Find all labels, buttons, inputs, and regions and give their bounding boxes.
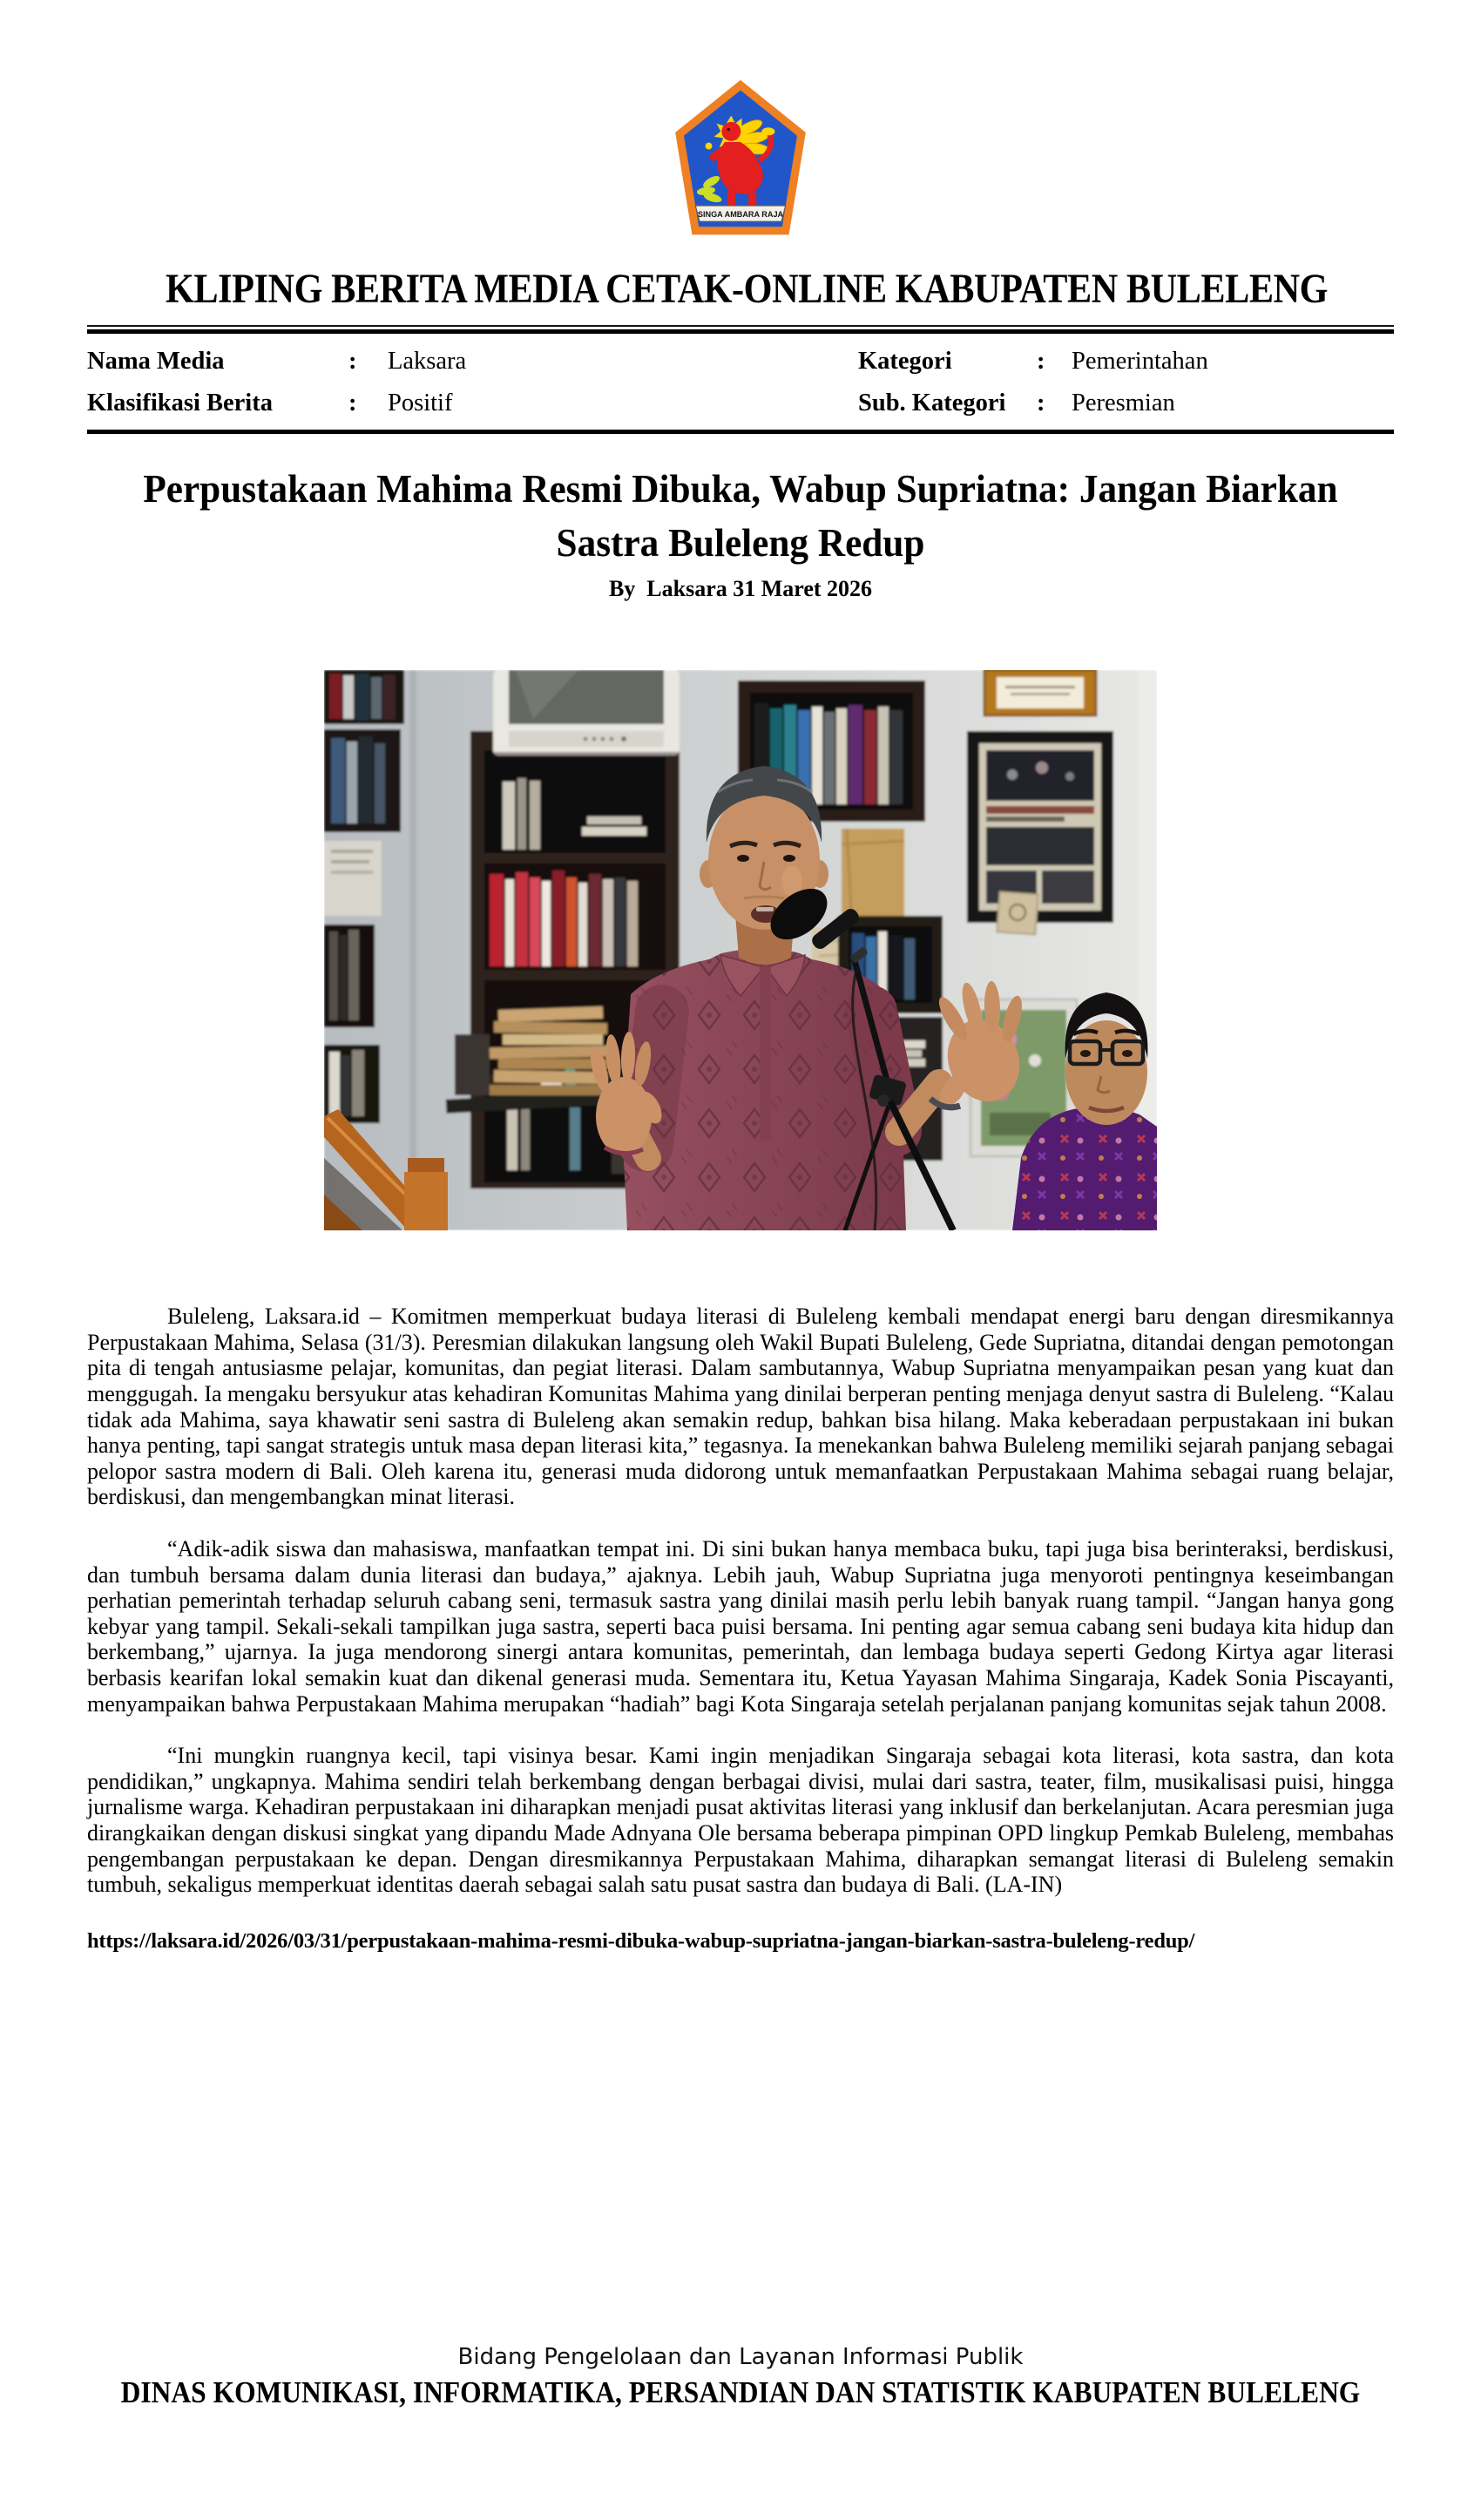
- meta-rule-bottom: [87, 430, 1394, 434]
- page-title: KLIPING BERITA MEDIA CETAK-ONLINE KABUPATEN BULELENG: [166, 266, 1329, 312]
- article-paragraph: “Adik-adik siswa dan mahasiswa, manfaatkan tempat ini. Di sini bukan hanya membaca buku, tapi juga bisa berinteraksi, berdiskusi, dan tumbuh bersama dalam dunia literasi dan budaya,” ajaknya. Lebih jauh, Wabup Supriatna juga menyoroti pentingnya keseimbangan perhatian pemerintah terhadap seluruh cabang seni, termasuk sastra yang dinilai masih perlu lebih banyak ruang tampil. “Jangan hanya gong kebyar yang tampil. Sekali-sekali tampilkan juga sastra, seperti baca puisi bersama. Ini penting agar semua cabang seni budaya kita hidup dan berkembang,” ujarnya. Ia juga mendorong sinergi antara komunitas, pemerintah, dan lembaga budaya seperti Gedong Kirtya agar literasi berbasis kearifan lokal semakin kuat dan dikenal generasi muda. Sementara itu, Ketua Yayasan Mahima Singaraja, Kadek Sonia Piscayanti, menyampaikan bahwa Perpustakaan Mahima merupakan “hadiah” bagi Kota Singaraja setelah perjalanan panjang komunitas sejak tahun 2008.: [87, 1536, 1394, 1717]
- media-meta-table: [87, 334, 1394, 430]
- header-rule-thin: [87, 325, 1394, 327]
- television: [493, 670, 680, 758]
- article-paragraph: Buleleng, Laksara.id – Komitmen memperkuat budaya literasi di Buleleng kembali mendapat energi baru dengan diresmikannya Perpustakaan Mahima, Selasa (31/3). Peresmian dilakukan langsung oleh Wakil Bupati Buleleng, Gede Supriatna, ditandai dengan pemotongan pita di tengah antusiasme pelajar, komunitas, dan pegiat literasi. Dalam sambutannya, Wabup Supriatna menyampaikan pesan yang kuat dan menggugah. Ia mengaku bersyukur atas kehadiran Komunitas Mahima yang dinilai berperan penting menjaga denyut sastra di Buleleng. “Kalau tidak ada Mahima, saya khawatir seni sastra di Buleleng akan semakin redup, bahkan bisa hilang. Maka keberadaan perpustakaan ini bukan hanya penting, tapi sangat strategis untuk masa depan literasi kita,” tegasnya. Ia menekankan bahwa Buleleng memiliki sejarah panjang sebagai pelopor sastra modern di Bali. Oleh karena itu, generasi muda didorong untuk memanfaatkan Perpustakaan Mahima sebagai ruang belajar, berdiskusi, dan mengembangkan minat literasi.: [87, 1304, 1394, 1510]
- meta-colon: :: [1037, 390, 1045, 417]
- meta-value-nama-media: Laksara: [388, 348, 467, 375]
- footer-division: Bidang Pengelolaan dan Layanan Informasi Publik: [457, 2344, 1024, 2370]
- article-title: Perpustakaan Mahima Resmi Dibuka, Wabup Supriatna: Jangan Biarkan Sastra Buleleng Redup: [143, 466, 1338, 565]
- document-footer: [0, 2344, 1481, 2410]
- newspaper-frame: [967, 731, 1113, 923]
- meta-colon: :: [348, 390, 357, 417]
- meta-colon: :: [1037, 348, 1045, 375]
- logo-banner-text: SINGA AMBARA RAJA: [697, 209, 784, 219]
- meta-label-nama-media: Nama Media: [87, 348, 225, 375]
- meta-value-klasifikasi: Positif: [388, 390, 453, 417]
- meta-label-sub-kategori: Sub. Kategori: [858, 390, 1006, 417]
- article-body: [87, 1304, 1394, 1897]
- article-byline: By Laksara 31 Maret 2026: [608, 576, 873, 602]
- article-paragraph: “Ini mungkin ruangnya kecil, tapi visinya besar. Kami ingin menjadikan Singaraja sebagai kota literasi, kota sastra, dan kota pendidikan,” ungkapnya. Mahima sendiri telah berkembang dengan berbagai divisi, mulai dari sastra, teater, film, musikalisasi puisi, hingga jurnalisme warga. Kehadiran perpustakaan ini diharapkan menjadi pusat aktivitas literasi yang inklusif dan berkelanjutan. Acara peresmian juga dirangkaikan dengan diskusi singkat yang dipandu Made Adnyana Ole bersama beberapa pimpinan OPD lingkup Pemkab Buleleng, membahas pengembangan perpustakaan ke depan. Dengan diresmikannya Perpustakaan Mahima, diharapkan semangat literasi di Buleleng semakin tumbuh, sekaligus memperkuat identitas daerah sebagai salah satu pusat sastra dan budaya di Bali. (LA-IN): [87, 1743, 1394, 1898]
- source-url-link[interactable]: https://laksara.id/2026/03/31/perpustakaan-mahima-resmi-dibuka-wabup-supriatna-jangan-biarkan-sastra-buleleng-redup/: [87, 1928, 1195, 1953]
- wall-card: [997, 892, 1038, 935]
- meta-colon: :: [348, 348, 357, 375]
- meta-label-klasifikasi: Klasifikasi Berita: [87, 390, 273, 417]
- meta-value-sub-kategori: Peresmian: [1072, 390, 1175, 417]
- logo-ribbon: [695, 206, 785, 221]
- buleleng-regency-emblem-icon: [674, 80, 807, 237]
- article-photo: [324, 670, 1157, 1230]
- logo-container: [87, 80, 1394, 242]
- kliping-page: [0, 80, 1481, 1954]
- footer-agency: DINAS KOMUNIKASI, INFORMATIKA, PERSANDIAN DAN STATISTIK KABUPATEN BULELENG: [120, 2375, 1361, 2409]
- meta-value-kategori: Pemerintahan: [1072, 348, 1208, 375]
- certificate-frame: [984, 670, 1096, 715]
- meta-label-kategori: Kategori: [858, 348, 952, 375]
